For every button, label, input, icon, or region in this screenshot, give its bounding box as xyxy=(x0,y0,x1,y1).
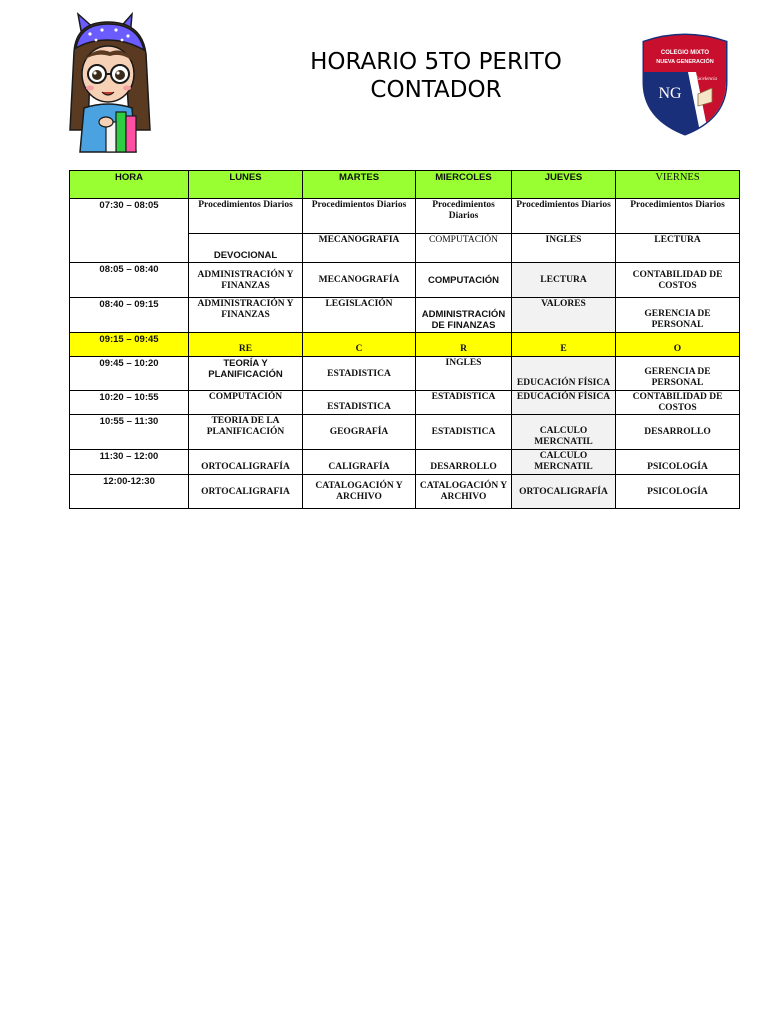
schedule-cell: INGLES xyxy=(416,357,512,391)
header-lunes: LUNES xyxy=(189,171,303,199)
schedule-cell: GEOGRAFÍA xyxy=(303,415,416,450)
schedule-cell: Procedimientos Diarios xyxy=(512,199,616,234)
table-row xyxy=(70,263,740,298)
time-cell: 08:40 – 09:15 xyxy=(70,298,189,333)
schedule-cell: ORTOCALIGRAFIA xyxy=(189,475,303,509)
page-title xyxy=(280,48,592,104)
schedule-cell: Procedimientos Diarios xyxy=(616,199,740,234)
schedule-cell: ESTADISTICA xyxy=(303,357,416,391)
break-cell: O xyxy=(616,333,740,357)
schedule-cell: CALIGRAFÍA xyxy=(303,450,416,475)
schedule-cell: LECTURA xyxy=(616,234,740,263)
page-header xyxy=(0,0,768,165)
schedule-cell: DESARROLLO xyxy=(416,450,512,475)
schedule-cell: DEVOCIONAL xyxy=(189,234,303,263)
schedule-cell: ADMINISTRACIÓN DE FINANZAS xyxy=(416,298,512,333)
schedule-cell: ORTOCALIGRAFÍA xyxy=(512,475,616,509)
table-row xyxy=(70,298,740,333)
time-cell: 11:30 – 12:00 xyxy=(70,450,189,475)
schedule-cell: MECANOGRAFÍA xyxy=(303,263,416,298)
break-cell: E xyxy=(512,333,616,357)
header-jueves: JUEVES xyxy=(512,171,616,199)
crest-initials: NG xyxy=(658,85,682,102)
schedule-cell: COMPUTACIÓN xyxy=(416,234,512,263)
header-viernes: VIERNES xyxy=(616,171,740,199)
table-header-row xyxy=(70,171,740,199)
break-cell: C xyxy=(303,333,416,357)
time-cell: 10:20 – 10:55 xyxy=(70,391,189,415)
schedule-cell: TEORIA DE LA PLANIFICACIÓN xyxy=(189,415,303,450)
schedule-cell: CONTABILIDAD DE COSTOS xyxy=(616,263,740,298)
header-martes: MARTES xyxy=(303,171,416,199)
schedule-cell: VALORES xyxy=(512,298,616,333)
schedule-cell: DESARROLLO xyxy=(616,415,740,450)
crest-motto: Excelencia xyxy=(695,77,717,82)
schedule-cell: EDUCACIÓN FÍSICA xyxy=(512,391,616,415)
schedule-cell: Procedimientos Diarios xyxy=(189,199,303,234)
schedule-cell: GERENCIA DE PERSONAL xyxy=(616,298,740,333)
schedule-cell: CALCULO MERCNATIL xyxy=(512,450,616,475)
title-line-2: CONTADOR xyxy=(370,77,502,103)
time-cell: 10:55 – 11:30 xyxy=(70,415,189,450)
table-row xyxy=(70,199,740,234)
schedule-cell: MECANOGRAFIA xyxy=(303,234,416,263)
time-cell: 09:45 – 10:20 xyxy=(70,357,189,391)
schedule-cell: ESTADISTICA xyxy=(416,415,512,450)
break-cell: R xyxy=(416,333,512,357)
schedule-cell: GERENCIA DE PERSONAL xyxy=(616,357,740,391)
table-row xyxy=(70,391,740,415)
schedule-table xyxy=(69,170,740,509)
header-miercoles: MIERCOLES xyxy=(416,171,512,199)
schedule-cell: COMPUTACIÓN xyxy=(189,391,303,415)
schedule-cell: PSICOLOGÍA xyxy=(616,475,740,509)
table-row xyxy=(70,357,740,391)
schedule-cell: CATALOGACIÓN Y ARCHIVO xyxy=(303,475,416,509)
schedule-cell: LECTURA xyxy=(512,263,616,298)
table-row xyxy=(70,450,740,475)
break-cell: RE xyxy=(189,333,303,357)
schedule-cell: LEGISLACIÓN xyxy=(303,298,416,333)
schedule-cell: TEORÍA Y PLANIFICACIÓN xyxy=(189,357,303,391)
girl-clipart-icon xyxy=(66,12,156,154)
time-cell: 07:30 – 08:05 xyxy=(70,199,189,263)
time-cell: 08:05 – 08:40 xyxy=(70,263,189,298)
schedule-cell: CALCULO MERCNATIL xyxy=(512,415,616,450)
schedule-cell: PSICOLOGÍA xyxy=(616,450,740,475)
schedule-cell: CATALOGACIÓN Y ARCHIVO xyxy=(416,475,512,509)
schedule-cell: CONTABILIDAD DE COSTOS xyxy=(616,391,740,415)
time-cell: 12:00-12:30 xyxy=(70,475,189,509)
title-line-1: HORARIO 5TO PERITO xyxy=(310,49,562,75)
table-row xyxy=(70,415,740,450)
schedule-cell: COMPUTACIÓN xyxy=(416,263,512,298)
schedule-cell: ADMINISTRACIÓN Y FINANZAS xyxy=(189,298,303,333)
header-hora: HORA xyxy=(70,171,189,199)
crest-line-2: NUEVA GENERACIÓN xyxy=(656,59,714,65)
school-crest-icon xyxy=(640,32,730,136)
schedule-cell: INGLES xyxy=(512,234,616,263)
schedule-cell: Procedimientos Diarios xyxy=(303,199,416,234)
time-cell: 09:15 – 09:45 xyxy=(70,333,189,357)
schedule-cell: ORTOCALIGRAFÍA xyxy=(189,450,303,475)
schedule-cell: Procedimientos Diarios xyxy=(416,199,512,234)
schedule-cell: ADMINISTRACIÓN Y FINANZAS xyxy=(189,263,303,298)
schedule-cell: ESTADISTICA xyxy=(416,391,512,415)
crest-line-1: COLEGIO MIXTO xyxy=(660,50,710,56)
break-row xyxy=(70,333,740,357)
table-row xyxy=(70,475,740,509)
schedule-cell: EDUCACIÓN FÍSICA xyxy=(512,357,616,391)
schedule-cell: ESTADISTICA xyxy=(303,391,416,415)
